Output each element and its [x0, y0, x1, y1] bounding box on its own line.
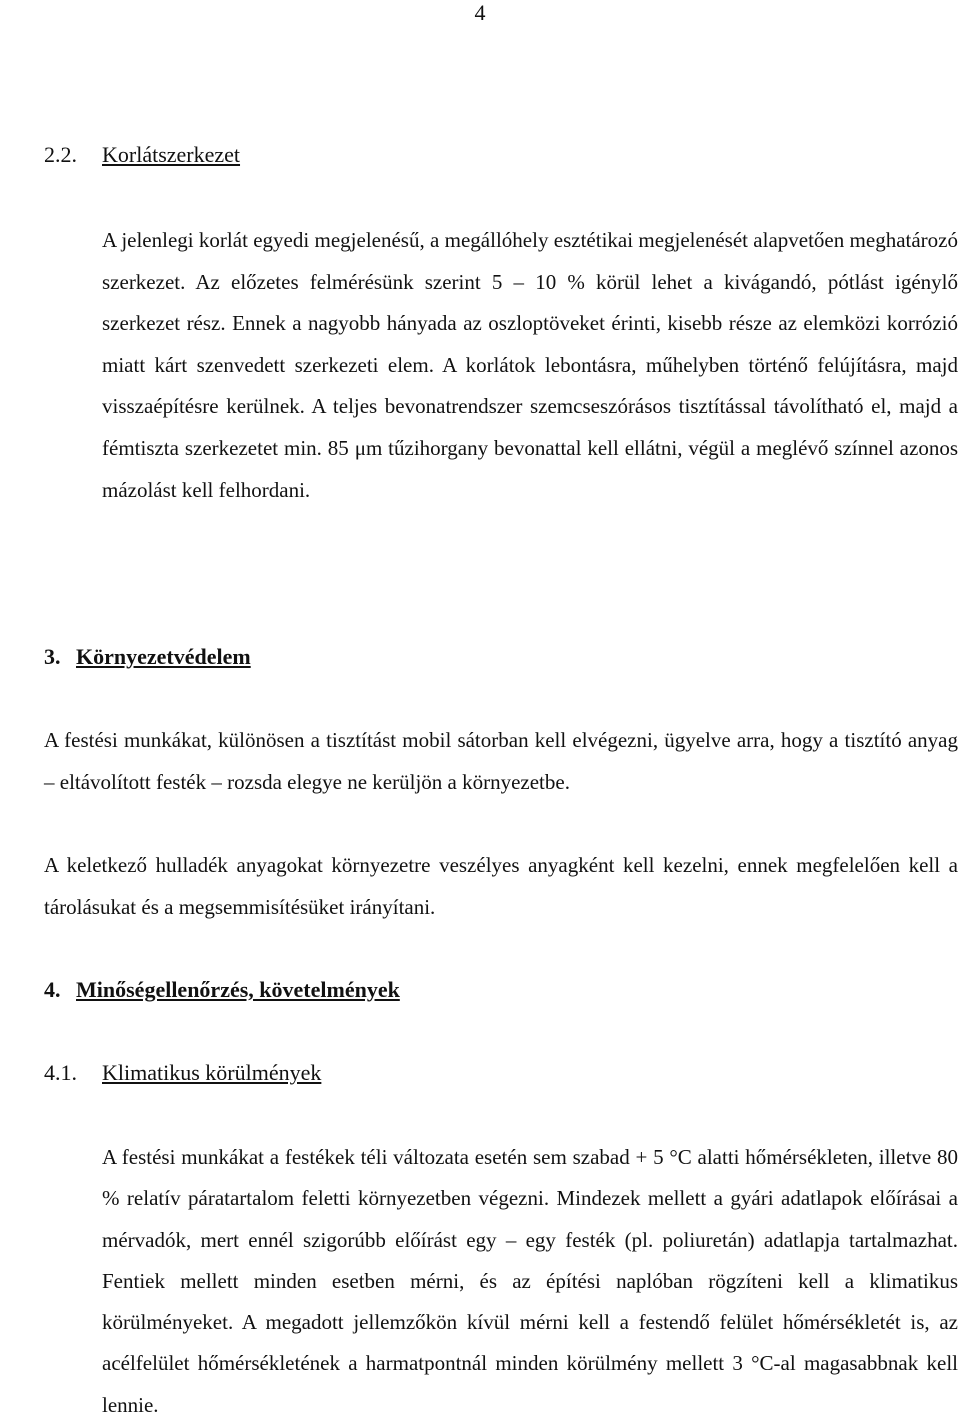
- section-2-2-title: Korlátszerkezet: [102, 142, 241, 167]
- section-3-paragraph-1: A festési munkákat, különösen a tisztítást mobil sátorban kell elvégezni, ügyelve arra, hogy a tisztító anyag – eltávolított festék – rozsda elegye ne kerüljön a környezetbe.: [44, 728, 958, 794]
- section-2-2-heading: [44, 140, 240, 170]
- section-2-2-paragraph: A jelenlegi korlát egyedi megjelenésű, a megállóhely esztétikai megjelenését alapvetően meghatározó szerkezet. Az előzetes felmérésünk szerint 5 – 10 % körül lehet a kivágandó, pótlást igénylő szerkezet rész. Ennek a nagyobb hányada az oszloptöveket érinti, kisebb része az elemközi korrózió miatt kárt szenvedett szerkezeti elem. A korlátok lebontásra, műhelyben történő felújításra, majd visszaépítésre kerülnek. A teljes bevonatrendszer szemcseszórásos tisztítással távolítható el, majd a fémtiszta szerkezetet min. 85 μm tűzihorgany bevonattal kell ellátni, végül a meglévő színnel azonos mázolást kell felhordani.: [102, 228, 958, 502]
- section-2-2-number: 2.2.: [44, 142, 77, 167]
- section-3-title: Környezetvédelem: [76, 644, 251, 669]
- section-3-paragraph-2: A keletkező hulladék anyagokat környezetre veszélyes anyagként kell kezelni, ennek megfelelően kell a tárolásukat és a megsemmisítésüket irányítani.: [44, 853, 958, 919]
- section-4-1-paragraph: A festési munkákat a festékek téli változata esetén sem szabad + 5 °C alatti hőmérsékleten, illetve 80 % relatív páratartalom feletti környezetben végezni. Mindezek mellett a gyári adatlapok előírásai a mérvadók, mert ennél szigorúbb előírást egy – egy festék (pl. poliuretán) adatlapja tartalmazhat. Fentiek mellett minden esetben mérni, és az építési naplóban rögzíteni kell a klimatikus körülményeket. A megadott jellemzőkön kívül mérni kell a festendő felület hőmérsékletét is, az acélfelület hőmérsékletének a harmatpontnál minden körülmény mellett 3 °C-al magasabbnak kell lennie.: [102, 1145, 958, 1417]
- section-4-title: Minőségellenőrzés, követelmények: [76, 977, 400, 1002]
- section-4-heading: 4. Minőségellenőrzés, követelmények: [44, 977, 400, 1002]
- page-number: 4: [474, 0, 486, 25]
- section-4-1-number: 4.1.: [44, 1060, 77, 1085]
- section-3-heading: 3. Környezetvédelem: [44, 644, 251, 669]
- section-4-1-heading: [44, 1058, 321, 1088]
- section-4-1-title: Klimatikus körülmények: [102, 1060, 322, 1085]
